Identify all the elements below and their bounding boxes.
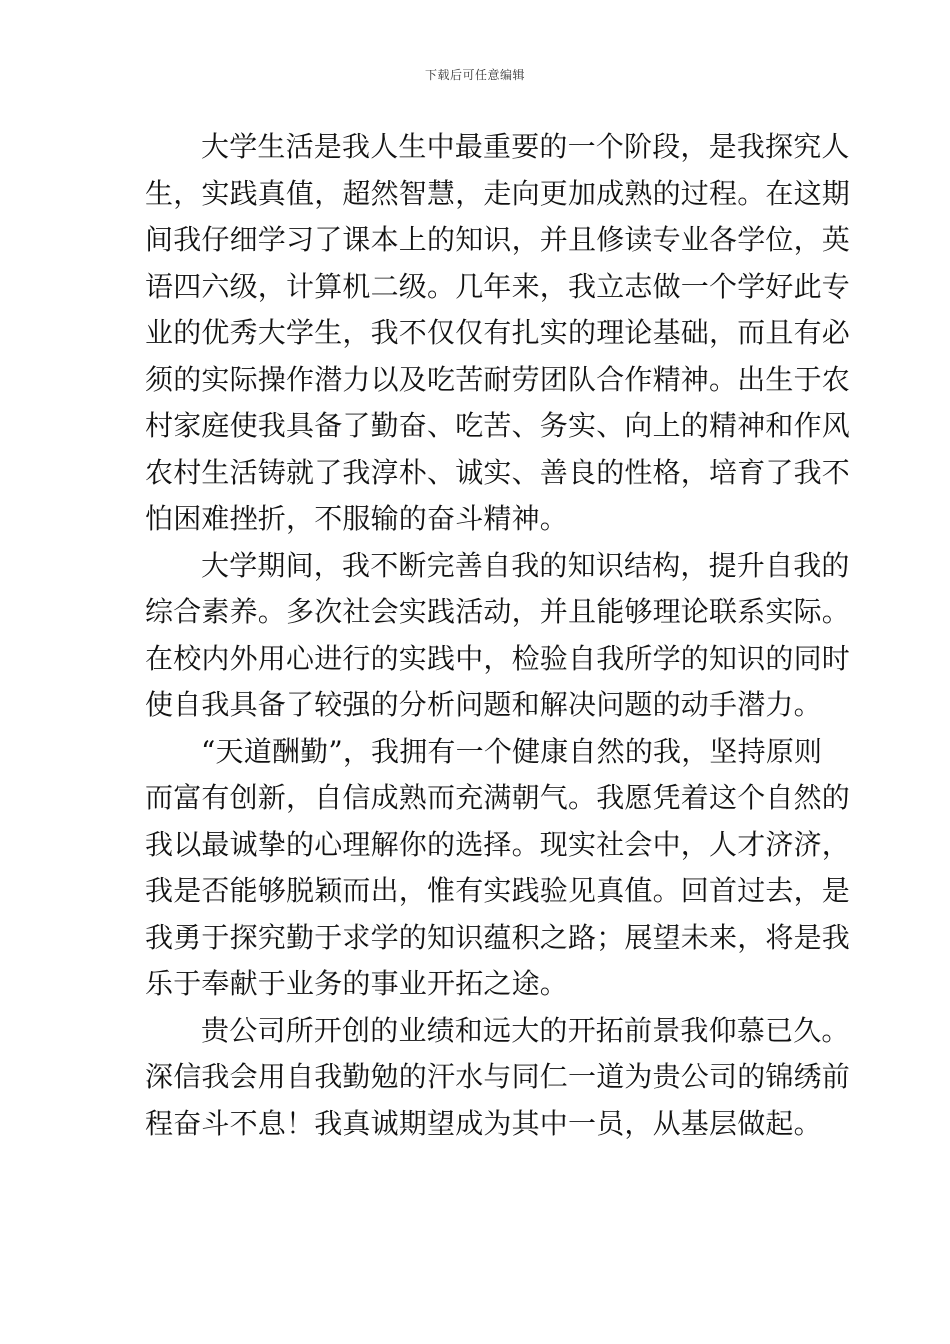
paragraph-line: 综合素养。多次社会实践活动，并且能够理论联系实际。 (145, 595, 851, 628)
paragraph-line: 在校内外用心进行的实践中，检验自我所学的知识的同时 (145, 641, 851, 675)
paragraph-line: 深信我会用自我勤勉的汗水与同仁一道为贵公司的锦绣前 (145, 1060, 851, 1093)
page-header: 下载后可任意编辑 (424, 68, 525, 82)
paragraph-line: 大学生活是我人生中最重要的一个阶段，是我探究人 (201, 130, 850, 163)
paragraph-line: “天道酬勤”，我拥有一个健康自然的我，坚持原则 (201, 734, 823, 768)
paragraph-line: 业的优秀大学生，我不仅仅有扎实的理论基础，而且有必 (145, 316, 851, 349)
paragraph-line: 我勇于探究勤于求学的知识蕴积之路；展望未来，将是我 (145, 920, 851, 954)
paragraph-line: 怕困难挫折，不服输的奋斗精神。 (145, 502, 569, 535)
paragraph-line: 大学期间，我不断完善自我的知识结构，提升自我的 (201, 548, 850, 582)
paragraph-line: 语四六级，计算机二级。几年来，我立志做一个学好此专 (145, 269, 851, 303)
paragraph-2 (145, 543, 851, 729)
paragraph-line: 使自我具备了较强的分析问题和解决问题的动手潜力。 (145, 688, 822, 721)
document-body (145, 124, 851, 1147)
paragraph-line: 间我仔细学习了课本上的知识，并且修读专业各学位，英 (145, 223, 851, 256)
paragraph-line: 乐于奉献于业务的事业开拓之途。 (145, 967, 569, 1000)
paragraph-3 (145, 729, 851, 1008)
paragraph-line: 贵公司所开创的业绩和远大的开拓前景我仰慕已久。 (201, 1013, 850, 1047)
paragraph-line: 程奋斗不息！我真诚期望成为其中一员，从基层做起。 (145, 1106, 822, 1140)
paragraph-line: 村家庭使我具备了勤奋、吃苦、务实、向上的精神和作风 (145, 409, 851, 442)
paragraph-line: 生，实践真值，超然智慧，走向更加成熟的过程。在这期 (145, 176, 851, 210)
paragraph-line: 我以最诚挚的心理解你的选择。现实社会中，人才济济， (145, 827, 851, 861)
paragraph-1 (145, 124, 851, 543)
paragraph-line: 农村生活铸就了我淳朴、诚实、善良的性格，培育了我不 (145, 455, 851, 489)
paragraph-4 (145, 1008, 851, 1148)
paragraph-line: 须的实际操作潜力以及吃苦耐劳团队合作精神。出生于农 (145, 362, 851, 396)
paragraph-line: 我是否能够脱颖而出，惟有实践验见真值。回首过去，是 (145, 874, 851, 907)
paragraph-line: 而富有创新，自信成熟而充满朝气。我愿凭着这个自然的 (145, 781, 851, 814)
